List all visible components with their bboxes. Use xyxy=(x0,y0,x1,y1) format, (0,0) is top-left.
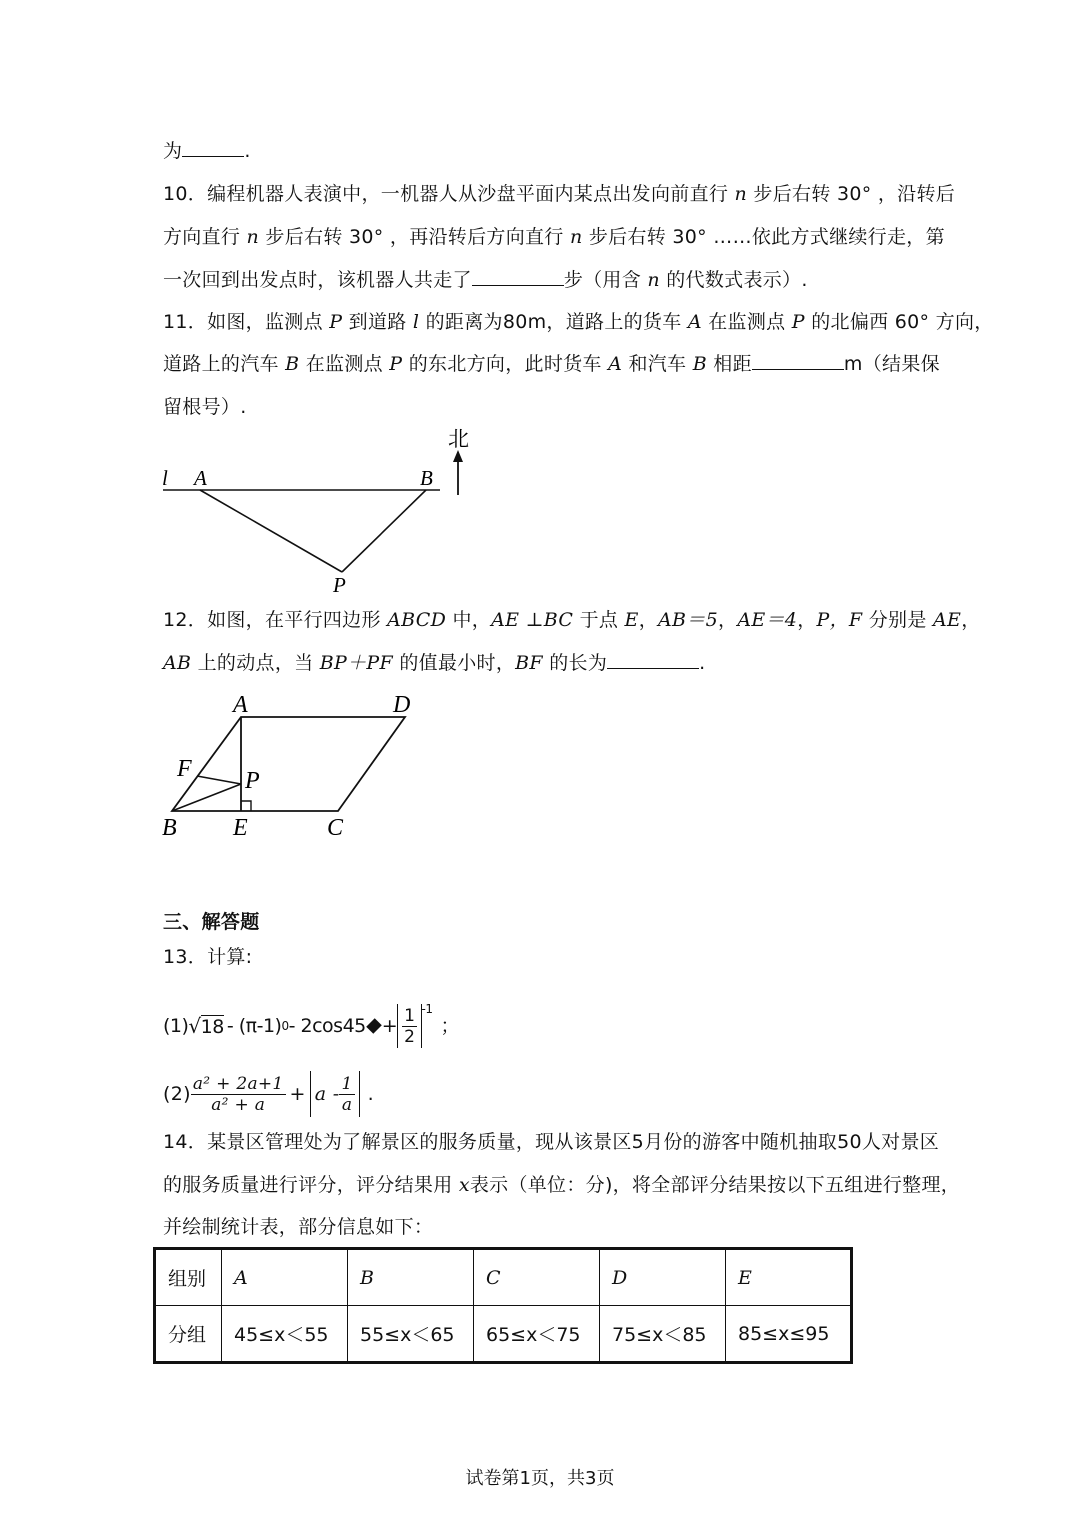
label-b: B xyxy=(162,815,177,841)
q9-tail xyxy=(163,140,251,162)
table-cell: 45≤x＜55 xyxy=(222,1306,348,1363)
label-l: l xyxy=(162,466,168,490)
figure-q12 xyxy=(155,690,435,850)
table-cell: A xyxy=(222,1249,348,1306)
abs-value: a - $\frac{1}{a}$ xyxy=(310,1071,360,1117)
q9-tail-end: . xyxy=(244,140,251,162)
segment-ap xyxy=(200,490,342,572)
fraction-one-over-a: $\frac{1}{a}$ xyxy=(341,1073,353,1115)
q10-line3: 一次回到出发点时，该机器人共走了 步（用含 n 的代数式表示）. xyxy=(163,269,808,291)
table-cell: 55≤x＜65 xyxy=(348,1306,474,1363)
segment-bp xyxy=(342,490,426,572)
table-cell: 分组 xyxy=(155,1306,222,1363)
fraction-expression: $\frac{\text{a² + 2a+1}}{\text{a² + a}}$ xyxy=(192,1073,284,1115)
section-heading: 三、解答题 xyxy=(163,911,260,933)
table-cell: B xyxy=(348,1249,474,1306)
score-table xyxy=(153,1247,853,1364)
table-row xyxy=(155,1306,852,1363)
answer-blank xyxy=(752,353,844,370)
q11-line1: 11．如图，监测点 P 到道路 l 的距离为80m，道路上的货车 A 在监测点 P 的北偏西 60° 方向， xyxy=(163,311,994,333)
q12-line1: 12．如图，在平行四边形 ABCD 中，AE ⊥BC 于点 E，AB＝5，AE＝4，P，F 分别是 AE， xyxy=(163,609,981,631)
page-footer: 试卷第1页，共3页 xyxy=(465,1468,615,1489)
label-d: D xyxy=(393,692,411,718)
label-p: P xyxy=(245,768,260,794)
label-e: E xyxy=(233,815,248,841)
segment-fp xyxy=(197,776,241,784)
answer-blank xyxy=(607,652,699,669)
table-cell: D xyxy=(600,1249,726,1306)
table-cell: 85≤x≤95 xyxy=(726,1306,852,1363)
figure-q11 xyxy=(150,420,490,600)
q11-line2: 道路上的汽车 B 在监测点 P 的东北方向，此时货车 A 和汽车 B 相距 m（结果保 xyxy=(163,353,940,375)
table-cell: 组别 xyxy=(155,1249,222,1306)
label-p: P xyxy=(333,573,346,597)
answer-blank xyxy=(182,140,244,157)
north-label: 北 xyxy=(448,427,469,451)
q14-line2: 的服务质量进行评分，评分结果用 x表示（单位：分)，将全部评分结果按以下五组进行整理， xyxy=(163,1174,961,1196)
label-f: F xyxy=(177,756,192,782)
answer-blank xyxy=(472,269,564,286)
degree-glyph-icon xyxy=(366,1018,382,1034)
label-c: C xyxy=(327,815,344,841)
right-angle-mark xyxy=(241,801,251,811)
table-cell: 65≤x＜75 xyxy=(474,1306,600,1363)
abs-value xyxy=(397,1004,421,1048)
fraction-half: $\frac{1}{2}$ xyxy=(404,1005,415,1047)
q13-part1: (1) √ 18 - (π-1) 0 - 2cos45 + $\frac{1}{2}$ $^{-1}$ ； xyxy=(163,1002,459,1047)
sqrt-symbol: √ xyxy=(188,1014,201,1038)
q11-line3: 留根号）. xyxy=(163,396,247,418)
q12-line2: AB 上的动点，当 BP＋PF 的值最小时，BF 的长为 . xyxy=(163,652,706,674)
table-cell: C xyxy=(474,1249,600,1306)
label-b: B xyxy=(420,466,433,490)
q14-line3: 并绘制统计表，部分信息如下： xyxy=(163,1216,434,1238)
table-row xyxy=(155,1249,852,1306)
q13-title: 13．计算: xyxy=(163,946,253,968)
q10-line1: 10．编程机器人表演中，一机器人从沙盘平面内某点出发向前直行 n 步后右转 30° ，沿转后 xyxy=(163,183,956,205)
q9-tail-text: 为 xyxy=(163,140,183,162)
q10-line2: 方向直行 n 步后右转 30° ，再沿转后方向直行 n 步后右转 30° ……依此方式继续行走，第 xyxy=(163,226,945,248)
q13-part2: (2) $\frac{\text{a² + 2a+1}}{\text{a² + a}}$ + a - $\frac{1}{a}$ . xyxy=(163,1068,374,1120)
label-a: A xyxy=(233,692,248,718)
q14-line1: 14．某景区管理处为了解景区的服务质量，现从该景区5月份的游客中随机抽取50人对景区 xyxy=(163,1131,940,1153)
north-arrow-icon xyxy=(453,450,463,462)
table-cell: 75≤x＜85 xyxy=(600,1306,726,1363)
table-cell: E xyxy=(726,1249,852,1306)
label-a: A xyxy=(194,466,207,490)
